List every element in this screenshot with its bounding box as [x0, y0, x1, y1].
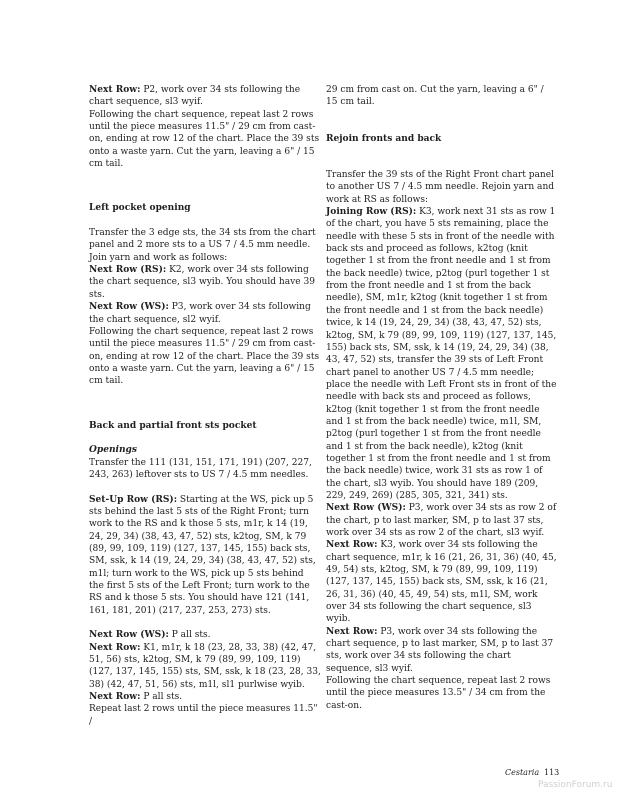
- spacer: [89, 215, 321, 227]
- paragraph: Following the chart sequence, repeat last 2 rows until the piece measures 13.5" / 34 cm from the cast-on.: [326, 676, 551, 711]
- spacer: [326, 109, 558, 133]
- page-number: 113: [544, 768, 560, 777]
- row-label: Next Row:: [326, 626, 378, 637]
- paragraph: [89, 264, 321, 301]
- row-instructions: P2, work over 34 sts following the chart sequence, sl3 wyif.: [89, 85, 301, 108]
- paragraph: [89, 301, 321, 326]
- right-column: [326, 84, 558, 712]
- row-instructions: K2, work over 34 sts following the chart sequence, sl3 wyib. You should have 39 sts.: [89, 265, 315, 300]
- row-label: Next Row (WS):: [89, 630, 169, 641]
- paragraph: 29 cm from cast on. Cut the yarn, leaving a 6" / 15 cm tail.: [326, 85, 544, 108]
- paragraph: Following the chart sequence, repeat last 2 rows until the piece measures 11.5" / 29 cm from cast-on, ending at row 12 of the chart. Place the 39 sts onto a waste yarn. Cut the yarn, leaving a 6" / 15 cm tail.: [89, 109, 320, 170]
- spacer: [89, 432, 321, 444]
- row-instructions: K3, work over 34 sts following the chart sequence, m1r, k 16 (21, 26, 31, 36) (40, 45, 49, 54) sts, k2tog, SM, k 79 (89, 99, 109, 119) (127, 137, 145, 155) back sts, SM, ssk, k 16 (21, 26, 31, 36) (40, 45, 49, 54) sts, m1l, SM, work over 34 sts following the chart sequence, sl3 wyib.: [326, 540, 557, 625]
- row-label: Next Row:: [89, 692, 141, 703]
- section-heading-left-pocket: Left pocket opening: [89, 203, 191, 214]
- paragraph: Repeat last 2 rows until the piece measures 11.5" /: [89, 704, 318, 727]
- row-instructions: P3, work over 34 sts following the chart sequence, sl2 wyif.: [89, 302, 311, 325]
- paragraph: [326, 502, 558, 539]
- left-column: [89, 84, 321, 728]
- paragraph: [89, 494, 321, 617]
- spacer: [89, 617, 321, 629]
- spacer: [89, 388, 321, 420]
- watermark: PassionForum.ru: [538, 780, 613, 790]
- row-instructions: P3, work over 34 sts following the chart sequence, p to last marker, SM, p to last 37 sts, work over 34 sts following the chart sequence, sl3 wyif.: [326, 626, 554, 674]
- row-instructions: P all sts.: [140, 692, 183, 703]
- section-heading-rejoin: Rejoin fronts and back: [326, 133, 442, 144]
- paragraph: Transfer the 111 (131, 151, 171, 191) (207, 227, 243, 263) leftover sts to US 7 / 4.5 mm needles.: [89, 457, 312, 480]
- spacer: [89, 170, 321, 202]
- row-label: Next Row (RS):: [89, 265, 167, 276]
- footer-title: Cestaria: [505, 768, 540, 777]
- section-heading-back: Back and partial front sts pocket: [89, 420, 257, 431]
- paragraph: [326, 539, 558, 625]
- row-instructions: Starting at the WS, pick up 5 sts behind the last 5 sts of the Right Front; turn work to the RS and k those 5 sts, m1r, k 14 (19, 24, 29, 34) (38, 43, 47, 52) sts, k2tog, SM, k 79 (89, 99, 109, 119) (127, 137, 145, 155) back sts, SM, ssk, k 14 (19, 24, 29, 34) (38, 43, 47, 52) sts, m1l; turn work to the WS, pick up 5 sts behind the first 5 sts of the Left Front; turn work to the RS and k those 5 sts. You should have 121 (141, 161, 181, 201) (217, 237, 253, 273) sts.: [89, 494, 316, 616]
- spacer: [89, 481, 321, 493]
- row-label: Next Row (WS):: [326, 503, 406, 514]
- row-instructions: K1, m1r, k 18 (23, 28, 33, 38) (42, 47, 51, 56) sts, k2tog, SM, k 79 (89, 99, 109, 119) (127, 137, 145, 155) sts, SM, ssk, k 18 (23, 28, 33, 38) (42, 47, 51, 56) sts, m1l, sl1 purlwise wyib.: [89, 642, 321, 690]
- paragraph: Transfer the 3 edge sts, the 34 sts from the chart panel and 2 more sts to a US 7 / 4.5 mm needle. Join yarn and work as follows:: [89, 228, 316, 263]
- row-instructions: K3, work next 31 sts as row 1 of the chart, you have 5 sts remaining, place the needle with these 5 sts in front of the needle with back sts and proceed as follows, k2tog (knit together 1 st from the front needle and 1 st from the back needle) twice, p2tog (purl together 1 st from the front needle and 1 st from the back needle), SM, m1r, k2tog (knit together 1 st from the front needle and 1 st from the back needle) twice, k 14 (19, 24, 29, 34) (38, 43, 47, 52) sts, k2tog, SM, k 79 (89, 99, 109, 119) (127, 137, 145, 155) back sts, SM, ssk, k 14 (19, 24, 29, 34) (38, 43, 47, 52) sts, transfer the 39 sts of Left Front chart panel to another US 7 / 4.5 mm needle; place the needle with Left Front sts in front of the needle with back sts and proceed as follows, k2tog (knit together 1 st from the front needle and 1 st from the back needle) twice, m1l, SM, p2tog (purl together 1 st from the front needle and 1 st from the back needle), k2tog (knit together 1 st from the front needle and 1 st from the back needle) twice, work 31 sts as row 1 of the chart, sl3 wyib. You should have 189 (209, 229, 249, 269) (285, 305, 321, 341) sts.: [326, 207, 557, 501]
- paragraph: [89, 84, 321, 109]
- row-label: Next Row (WS):: [89, 302, 169, 313]
- subheading-openings: Openings: [89, 445, 137, 456]
- row-label: Next Row:: [89, 85, 141, 95]
- paragraph: [89, 629, 321, 641]
- row-label: Joining Row (RS):: [326, 207, 417, 218]
- paragraph: Transfer the 39 sts of the Right Front chart panel to another US 7 / 4.5 mm needle. Rejoin yarn and work at RS as follows:: [326, 170, 555, 205]
- row-label: Next Row:: [326, 540, 378, 551]
- row-instructions: P all sts.: [168, 630, 211, 641]
- paragraph: [89, 691, 321, 703]
- row-instructions: P3, work over 34 sts as row 2 of the chart, p to last marker, SM, p to last 37 sts, work over 34 sts as row 2 of the chart, sl3 wyif.: [326, 503, 557, 538]
- row-label: Set-Up Row (RS):: [89, 494, 178, 505]
- spacer: [326, 145, 558, 169]
- paragraph: Following the chart sequence, repeat last 2 rows until the piece measures 11.5" / 29 cm from cast-on, ending at row 12 of the chart. Place the 39 sts onto a waste yarn. Cut the yarn, leaving a 6" / 15 cm tail.: [89, 326, 320, 387]
- paragraph: [326, 626, 558, 675]
- paragraph: [326, 206, 558, 502]
- row-label: Next Row:: [89, 642, 141, 653]
- paragraph: [89, 642, 321, 691]
